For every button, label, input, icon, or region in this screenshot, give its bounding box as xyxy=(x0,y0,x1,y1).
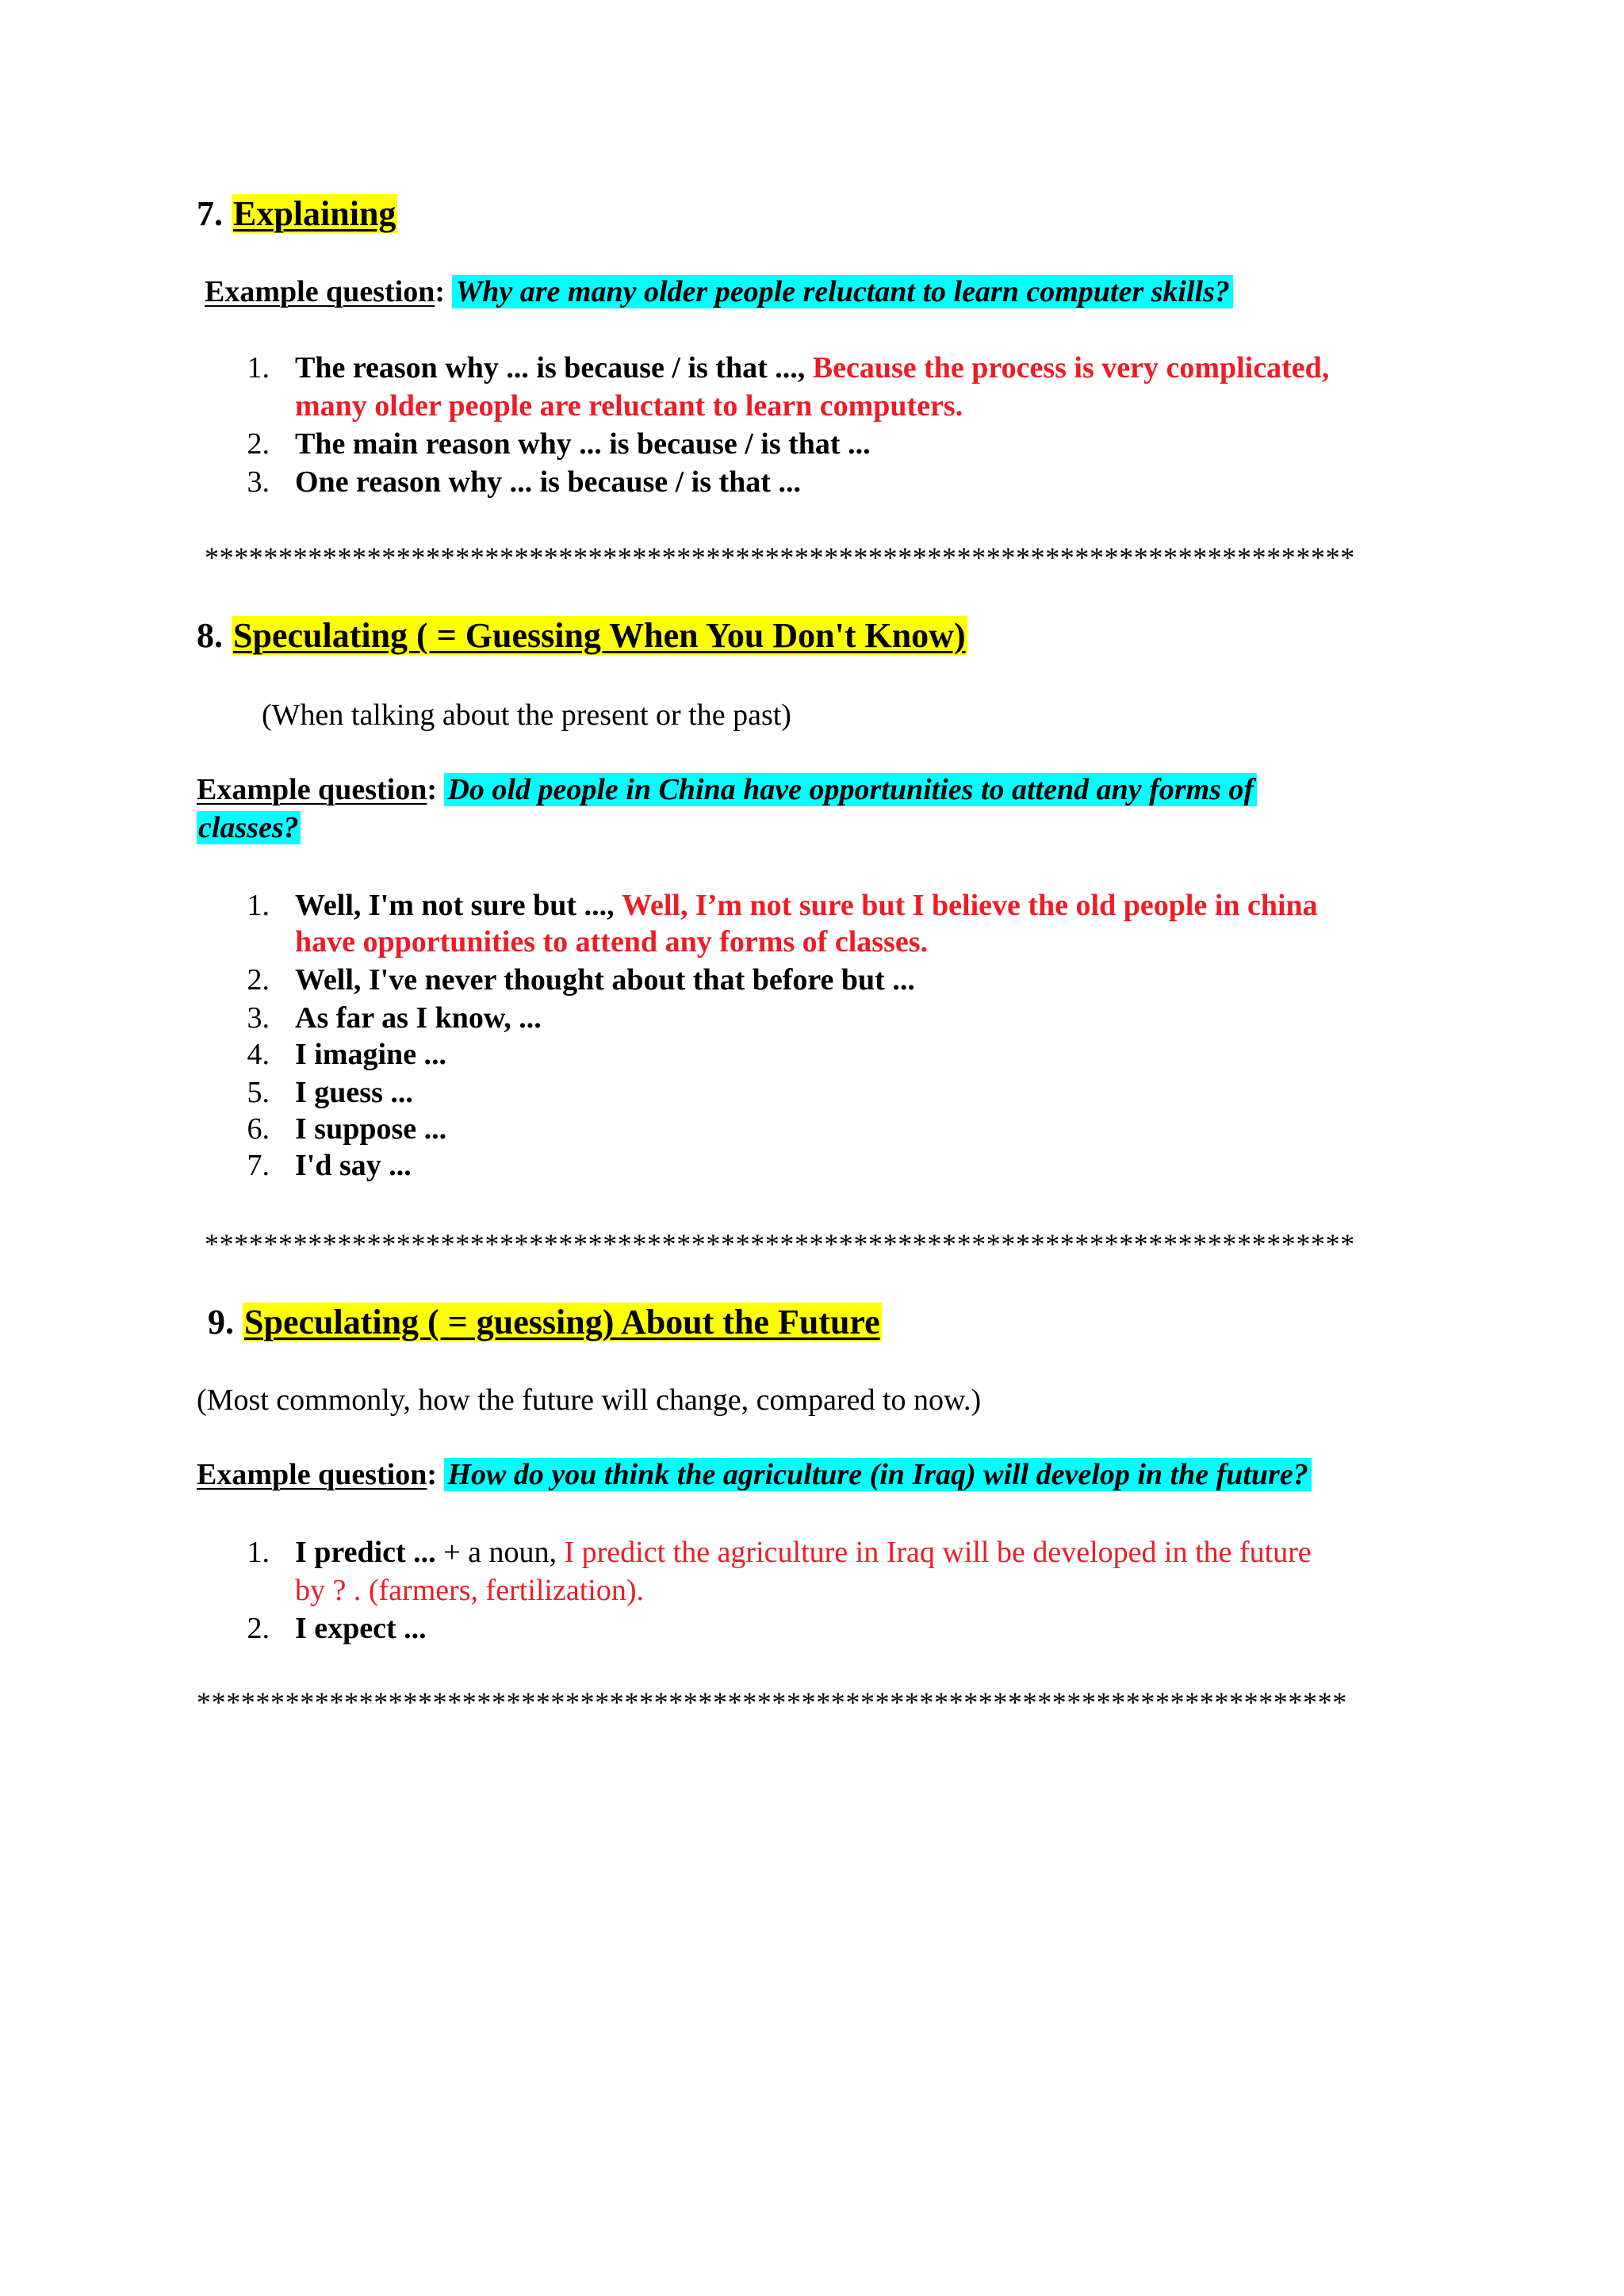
list-phrase: One reason why ... is because / is that ... xyxy=(295,465,801,499)
example-question-text: How do you think the agriculture (in Iraq) will develop in the future? xyxy=(444,1458,1311,1491)
example-question-9: Example question: How do you think the agriculture (in Iraq) will develop in the future? xyxy=(197,1457,1312,1492)
example-question-7: Example question: Why are many older people reluctant to learn computer skills? xyxy=(205,274,1233,309)
list-number: 6. xyxy=(247,1112,270,1146)
section-7-heading xyxy=(197,193,397,234)
separator: ****************************************************************************** xyxy=(197,1686,1347,1718)
example-label: Example question xyxy=(197,773,427,806)
list-example-cont: have opportunities to attend any forms of classes. xyxy=(295,925,928,959)
list-phrase: I expect ... xyxy=(295,1612,427,1645)
list-phrase: I guess ... xyxy=(295,1076,413,1109)
list-phrase-suffix: + a noun, xyxy=(435,1536,557,1569)
list-example: Because the process is very complicated, xyxy=(812,351,1330,385)
section-note: (Most commonly, how the future will change, compared to now.) xyxy=(197,1383,982,1417)
list-phrase: I predict ... xyxy=(295,1536,436,1569)
list-phrase: I'd say ... xyxy=(295,1149,412,1182)
section-8-heading xyxy=(197,615,967,656)
list-number: 3. xyxy=(247,465,270,499)
section-number: 7. xyxy=(197,194,223,233)
list-phrase: Well, I'm not sure but ..., xyxy=(295,889,615,922)
separator: ****************************************************************************** xyxy=(205,1228,1355,1260)
list-number: 1. xyxy=(247,351,270,385)
section-title: Speculating ( = guessing) About the Future xyxy=(244,1303,880,1341)
list-number: 1. xyxy=(247,889,270,922)
list-phrase: As far as I know, ... xyxy=(295,1001,542,1035)
list-number: 5. xyxy=(247,1076,270,1109)
list-number: 7. xyxy=(247,1149,270,1182)
example-label: Example question xyxy=(205,275,435,308)
list-phrase: Well, I've never thought about that before but ... xyxy=(295,963,915,997)
example-label: Example question xyxy=(197,1458,427,1491)
section-note: (When talking about the present or the past) xyxy=(262,698,791,732)
section-title: Speculating ( = Guessing When You Don't Know) xyxy=(233,616,966,655)
list-phrase: I imagine ... xyxy=(295,1038,447,1071)
list-example: I predict the agriculture in Iraq will be developed in the future xyxy=(564,1536,1312,1569)
example-question-text: classes? xyxy=(198,811,299,844)
list-phrase: The reason why ... is because / is that ..., xyxy=(295,351,806,385)
section-number: 9. xyxy=(208,1303,234,1341)
separator: ****************************************************************************** xyxy=(205,541,1355,573)
section-number: 8. xyxy=(197,616,223,655)
section-title: Explaining xyxy=(233,194,396,233)
example-question-8: Example question: Do old people in China have opportunities to attend any forms of xyxy=(197,772,1257,807)
list-number: 1. xyxy=(247,1536,270,1569)
list-example: Well, I’m not sure but I believe the old people in china xyxy=(622,889,1318,922)
section-9-heading xyxy=(208,1302,882,1342)
list-example-cont: many older people are reluctant to learn computers. xyxy=(295,389,963,423)
list-number: 2. xyxy=(247,427,270,461)
list-example-cont: by ? . (farmers, fertilization). xyxy=(295,1574,644,1607)
example-question-text: Why are many older people reluctant to learn computer skills? xyxy=(452,275,1232,308)
list-number: 3. xyxy=(247,1001,270,1035)
example-question-8-cont xyxy=(197,810,301,845)
list-number: 2. xyxy=(247,1612,270,1645)
example-question-text: Do old people in China have opportunities to attend any forms of xyxy=(444,773,1257,806)
list-phrase: The main reason why ... is because / is that ... xyxy=(295,427,871,461)
list-number: 4. xyxy=(247,1038,270,1071)
list-phrase: I suppose ... xyxy=(295,1112,447,1146)
list-number: 2. xyxy=(247,963,270,997)
